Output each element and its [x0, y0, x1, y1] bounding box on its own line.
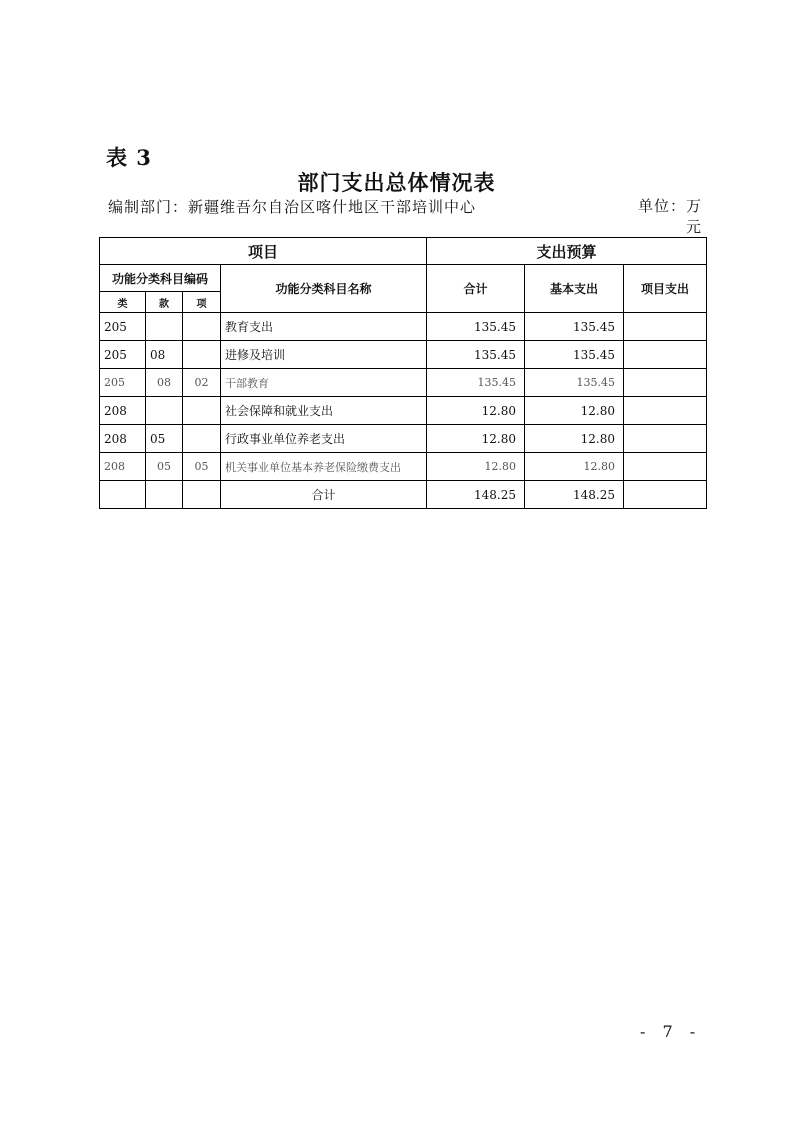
sum-row [100, 481, 707, 509]
header-row-1 [100, 238, 707, 265]
page-title: 部门支出总体情况表 [297, 170, 496, 195]
table-row [100, 313, 707, 341]
header-code: 功能分类科目编码 [100, 265, 221, 292]
table-row [100, 425, 707, 453]
cell-lei [100, 481, 146, 509]
cell-name: 行政事业单位养老支出 [221, 425, 427, 453]
cell-name: 机关事业单位基本养老保险缴费支出 [221, 453, 427, 481]
header-budget: 支出预算 [427, 238, 707, 265]
cell-project [624, 397, 707, 425]
cell-basic: 135.45 [525, 369, 624, 397]
cell-basic: 135.45 [525, 341, 624, 369]
cell-xiang: 05 [183, 453, 221, 481]
header-basic: 基本支出 [525, 265, 624, 313]
cell-basic: 12.80 [525, 425, 624, 453]
unit-label [638, 196, 702, 238]
header-name: 功能分类科目名称 [221, 265, 427, 313]
cell-lei: 208 [100, 453, 146, 481]
cell-kuan: 08 [146, 369, 183, 397]
cell-name: 社会保障和就业支出 [221, 397, 427, 425]
cell-name: 干部教育 [221, 369, 427, 397]
cell-basic: 12.80 [525, 397, 624, 425]
cell-total: 135.45 [427, 313, 525, 341]
page-number: - 7 - [640, 1022, 702, 1041]
header-total: 合计 [427, 265, 525, 313]
cell-total: 12.80 [427, 397, 525, 425]
cell-lei: 205 [100, 313, 146, 341]
cell-xiang [183, 313, 221, 341]
table-row [100, 369, 707, 397]
cell-kuan: 08 [146, 341, 183, 369]
cell-xiang [183, 341, 221, 369]
sum-basic: 148.25 [525, 481, 624, 509]
sum-total: 148.25 [427, 481, 525, 509]
cell-total: 135.45 [427, 369, 525, 397]
unit-label-line2: 元 [685, 218, 702, 236]
cell-total: 12.80 [427, 425, 525, 453]
cell-basic: 135.45 [525, 313, 624, 341]
table-label: 表 3 [106, 145, 152, 170]
header-row-2 [100, 265, 707, 292]
cell-kuan [146, 481, 183, 509]
cell-kuan [146, 313, 183, 341]
unit-label-line1: 单位：万 [638, 197, 703, 215]
cell-name: 进修及培训 [221, 341, 427, 369]
cell-xiang [183, 397, 221, 425]
table-row [100, 453, 707, 481]
cell-lei: 208 [100, 425, 146, 453]
cell-kuan [146, 397, 183, 425]
sum-label: 合计 [221, 481, 427, 509]
cell-xiang [183, 481, 221, 509]
header-xiang: 项 [183, 292, 221, 313]
cell-total: 135.45 [427, 341, 525, 369]
header-lei: 类 [100, 292, 146, 313]
header-project-expense: 项目支出 [624, 265, 707, 313]
cell-project [624, 369, 707, 397]
expenditure-table [99, 237, 707, 509]
header-project: 项目 [100, 238, 427, 265]
cell-project [624, 453, 707, 481]
compiling-department: 编制部门：新疆维吾尔自治区喀什地区干部培训中心 [108, 198, 477, 216]
cell-kuan: 05 [146, 453, 183, 481]
cell-project [624, 313, 707, 341]
table-row [100, 341, 707, 369]
cell-lei: 205 [100, 341, 146, 369]
cell-lei: 205 [100, 369, 146, 397]
cell-lei: 208 [100, 397, 146, 425]
cell-kuan: 05 [146, 425, 183, 453]
sum-project [624, 481, 707, 509]
cell-xiang: 02 [183, 369, 221, 397]
cell-name: 教育支出 [221, 313, 427, 341]
cell-project [624, 341, 707, 369]
header-kuan: 款 [146, 292, 183, 313]
table-row [100, 397, 707, 425]
cell-xiang [183, 425, 221, 453]
cell-basic: 12.80 [525, 453, 624, 481]
cell-total: 12.80 [427, 453, 525, 481]
cell-project [624, 425, 707, 453]
